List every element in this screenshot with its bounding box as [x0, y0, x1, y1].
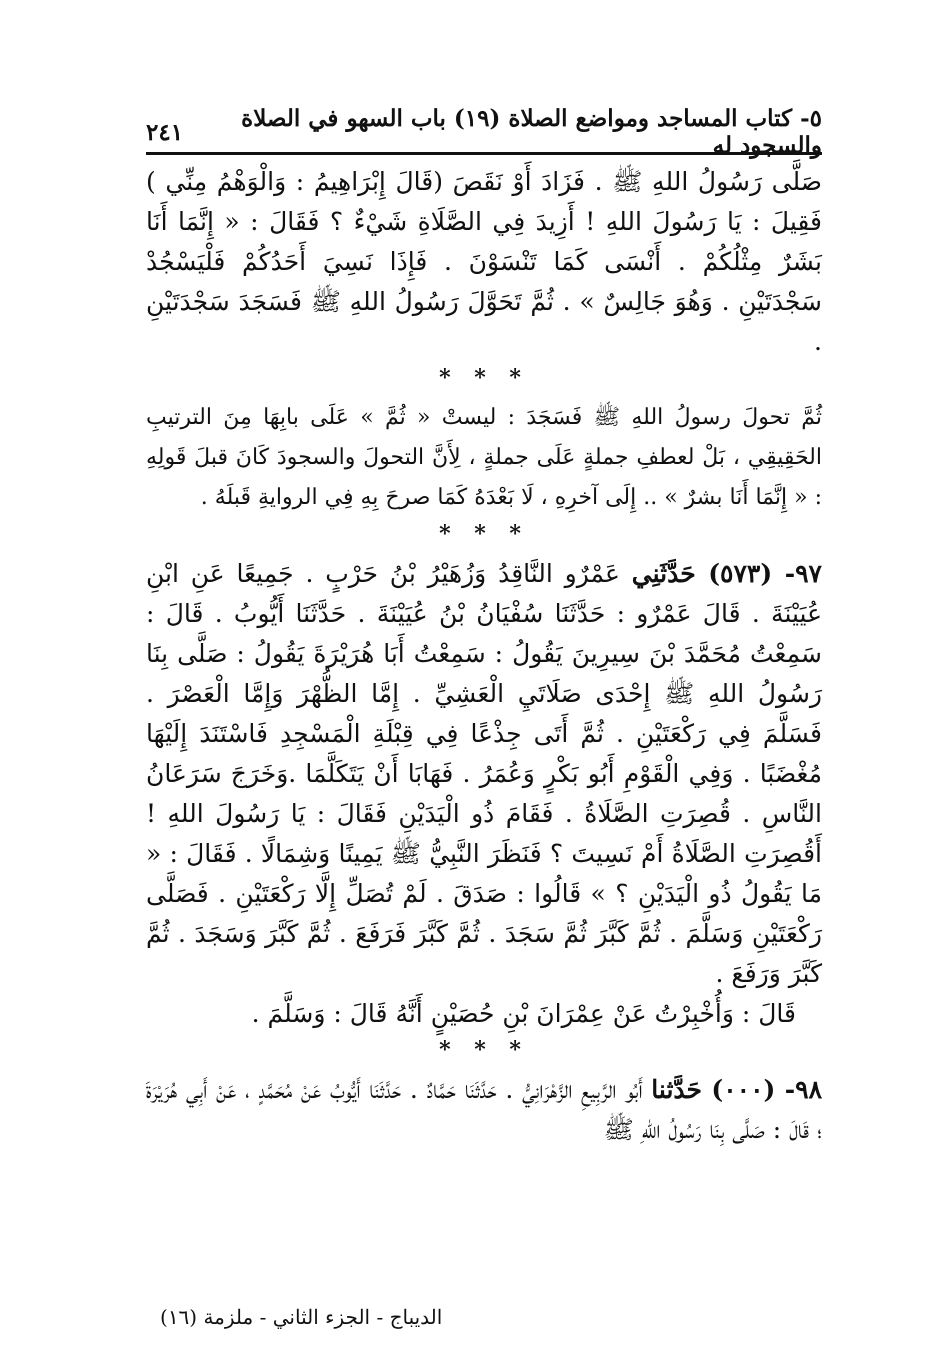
page-footer: الديباج - الجزء الثاني - ملزمة (١٦) — [160, 1305, 443, 1329]
separator-3: * * * — [439, 1037, 529, 1063]
hadith-97-label: ٩٧- (٥٧٣) حَدَّثَنِي — [631, 559, 822, 588]
hadith-97-text: عَمْرٌو النَّاقِدُ وَزُهَيْرُ بْنُ حَرْبٍ . جَمِيعًا عَنِ ابْنِ عُيَيْنَةَ . قَالَ عَمْرٌو : حَدَّثَنَا سُفْيَانُ بْنُ عُيَيْنَةَ . حَدَّثَنَا أَيُّوبُ . قَالَ : سَمِعْتُ مُحَمَّدَ بْنَ سِيرِينَ يَقُولُ : سَمِعْتُ أَبَا هُرَيْرَةَ يَقُولُ : صَلَّى بِنَا رَسُولُ اللهِ ﷺ إِحْدَى صَلَاتَيِ الْعَشِيِّ . إِمَّا الظُّهْرَ وَإِمَّا الْعَصْرَ . فَسَلَّمَ فِي رَكْعَتَيْنِ . ثُمَّ أَتَى جِذْعًا فِي قِبْلَةِ الْمَسْجِدِ فَاسْتَنَدَ إِلَيْهَا مُغْضَبًا . وَفِي الْقَوْمِ أَبُو بَكْرٍ وَعُمَرُ . فَهَابَا أَنْ يَتَكَلَّمَا .وَخَرَجَ سَرَعَانُ النَّاسِ . قُصِرَتِ الصَّلَاةُ . فَقَامَ ذُو الْيَدَيْنِ فَقَالَ : يَا رَسُولَ اللهِ ! أَقُصِرَتِ الصَّلَاةُ أَمْ نَسِيتَ ؟ فَنَظَرَ النَّبِيُّ ﷺ يَمِينًا وَشِمَالًا . فَقَالَ : « مَا يَقُولُ ذُو الْيَدَيْنِ ؟ » قَالُوا : صَدَقَ . لَمْ تُصَلِّ إِلَّا رَكْعَتَيْنِ . فَصَلَّى رَكْعَتَيْنِ وَسَلَّمَ . ثُمَّ كَبَّرَ ثُمَّ سَجَدَ . ثُمَّ كَبَّرَ فَرَفَعَ . ثُمَّ كَبَّرَ وَسَجَدَ . ثُمَّ كَبَّرَ وَرَفَعَ . — [146, 559, 822, 988]
hadith-98-text: أَبُو الرَّبِيعِ الزَّهْرَانِيُّ . حَدَّثَنَا حَمَّادٌ . حَدَّثَنَا أَيُّوبُ عَنْ مُحَمَّدٍ ، عَنْ أَبِي هُرَيْرَةَ ؛ قَالَ : صَلَّى بِنَا رَسُولُ اللهِ ﷺ — [146, 1075, 822, 1144]
hadith-98-label: ٩٨- (٠٠٠) حَدَّثنا — [651, 1075, 822, 1104]
hadith-97 — [146, 554, 822, 994]
hadith-97-closing: قَالَ : وَأُخْبِرْتُ عَنْ عِمْرَانَ بْنِ حُصَيْنٍ أَنَّهُ قَالَ : وَسَلَّمَ . — [251, 999, 796, 1028]
separator-2: * * * — [439, 521, 529, 547]
separator-1: * * * — [439, 365, 529, 391]
header-rule — [146, 152, 822, 155]
hadith-continued-text: صَلَّى رَسُولُ اللهِ ﷺ . فَزَادَ أَوْ نَقَصَ (قَالَ إِبْرَاهِيمُ : وَالْوَهْمُ مِنِّي ) فَقِيلَ : يَا رَسُولَ اللهِ ! أَزِيدَ فِي الصَّلَاةِ شَيْءٌ ؟ فَقَالَ : « إِنَّمَا أَنَا بَشَرٌ مِثْلُكُمْ . أَنْسَى كَمَا تَنْسَوْنَ . فَإِذَا نَسِيَ أَحَدُكُمْ فَلْيَسْجُدْ سَجْدَتَيْنِ . وَهُوَ جَالِسٌ » . ثُمَّ تَحَوَّلَ رَسُولُ اللهِ ﷺ فَسَجَدَ سَجْدَتَيْنِ . — [146, 167, 822, 356]
hadith-98 — [146, 1070, 822, 1150]
running-header — [146, 105, 822, 159]
page-number: ٢٤١ — [146, 118, 184, 146]
page-body — [146, 162, 822, 1150]
header-title: ٥- كتاب المساجد ومواضع الصلاة (١٩) باب السهو في الصلاة والسجود له — [241, 105, 822, 159]
commentary-text: ثُمَّ تحولَ رسولُ اللهِ ﷺ فَسَجَدَ : ليستْ « ثُمَّ » عَلَى بابِهَا مِنَ الترتيبِ الحَقِيقِي ، بَلْ لعطفِ جملةٍ عَلَى جملةٍ ، لِأَنَّ التحولَ والسجودَ كَانَ قبلَ قَولِهِ : « إِنَّمَا أَنَا بشرٌ » .. إِلَى آخرِهِ ، لَا بَعْدَهُ كَمَا صرحَ بِهِ فِي الروايةِ قَبلَهُ . — [146, 405, 822, 510]
